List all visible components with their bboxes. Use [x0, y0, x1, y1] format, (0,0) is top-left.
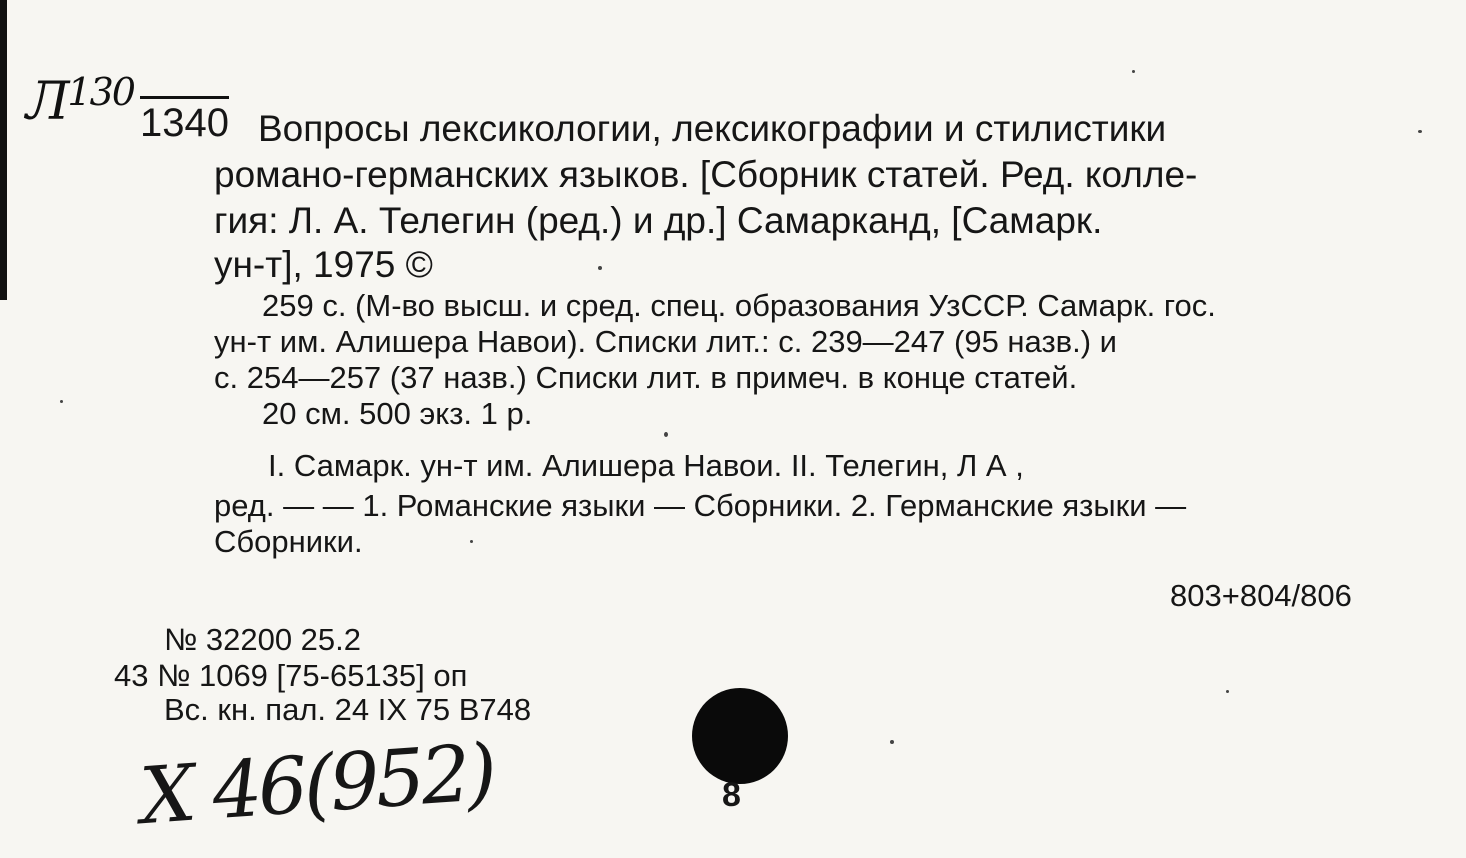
card-left-edge: [0, 0, 7, 300]
call-number-superscript: 130: [67, 70, 134, 114]
title-line: ун-т], 1975 ©: [214, 244, 433, 285]
call-number-letter: Л: [26, 72, 68, 132]
dust-speck: [664, 432, 668, 437]
subject-line: Сборники.: [214, 524, 363, 559]
title-line: Вопросы лексикологии, лексикографии и стилистики: [258, 108, 1167, 149]
punch-hole-mark: [692, 688, 788, 784]
description-line: с. 254—257 (37 назв.) Списки лит. в примеч. в конце статей.: [214, 360, 1078, 395]
seal-mark: 8: [722, 776, 741, 814]
classification-number: 803+804/806: [1170, 578, 1352, 613]
handwritten-note: Х 46(952): [137, 727, 497, 843]
registry-line: 43 № 1069 [75-65135] оп: [114, 658, 468, 693]
description-line: ун-т им. Алишера Навои). Списки лит.: с. 239—247 (95 назв.) и: [214, 324, 1117, 359]
dust-speck: [60, 400, 63, 403]
dust-speck: [1226, 690, 1229, 693]
description-line: 259 с. (М-во высш. и сред. спец. образования УзССР. Самарк. гос.: [262, 288, 1216, 323]
description-line: 20 см. 500 экз. 1 р.: [262, 396, 533, 431]
dust-speck: [890, 740, 894, 744]
dust-speck: [1132, 70, 1135, 73]
dust-speck: [598, 266, 602, 270]
registry-line: Вс. кн. пал. 24 IX 75 В748: [164, 692, 532, 727]
title-line: гия: Л. А. Телегин (ред.) и др.] Самарканд, [Самарк.: [214, 200, 1103, 241]
subject-line: ред. — — 1. Романские языки — Сборники. 2. Германские языки —: [214, 488, 1187, 523]
registry-line: № 32200 25.2: [164, 622, 362, 657]
entry-number: 1340: [140, 96, 229, 143]
dust-speck: [1418, 130, 1422, 133]
dust-speck: [470, 540, 473, 543]
title-line: романо-германских языков. [Сборник статей. Ред. колле-: [214, 154, 1198, 195]
call-number: [26, 72, 134, 132]
subject-line: I. Самарк. ун-т им. Алишера Навои. II. Телегин, Л А ,: [268, 448, 1024, 483]
